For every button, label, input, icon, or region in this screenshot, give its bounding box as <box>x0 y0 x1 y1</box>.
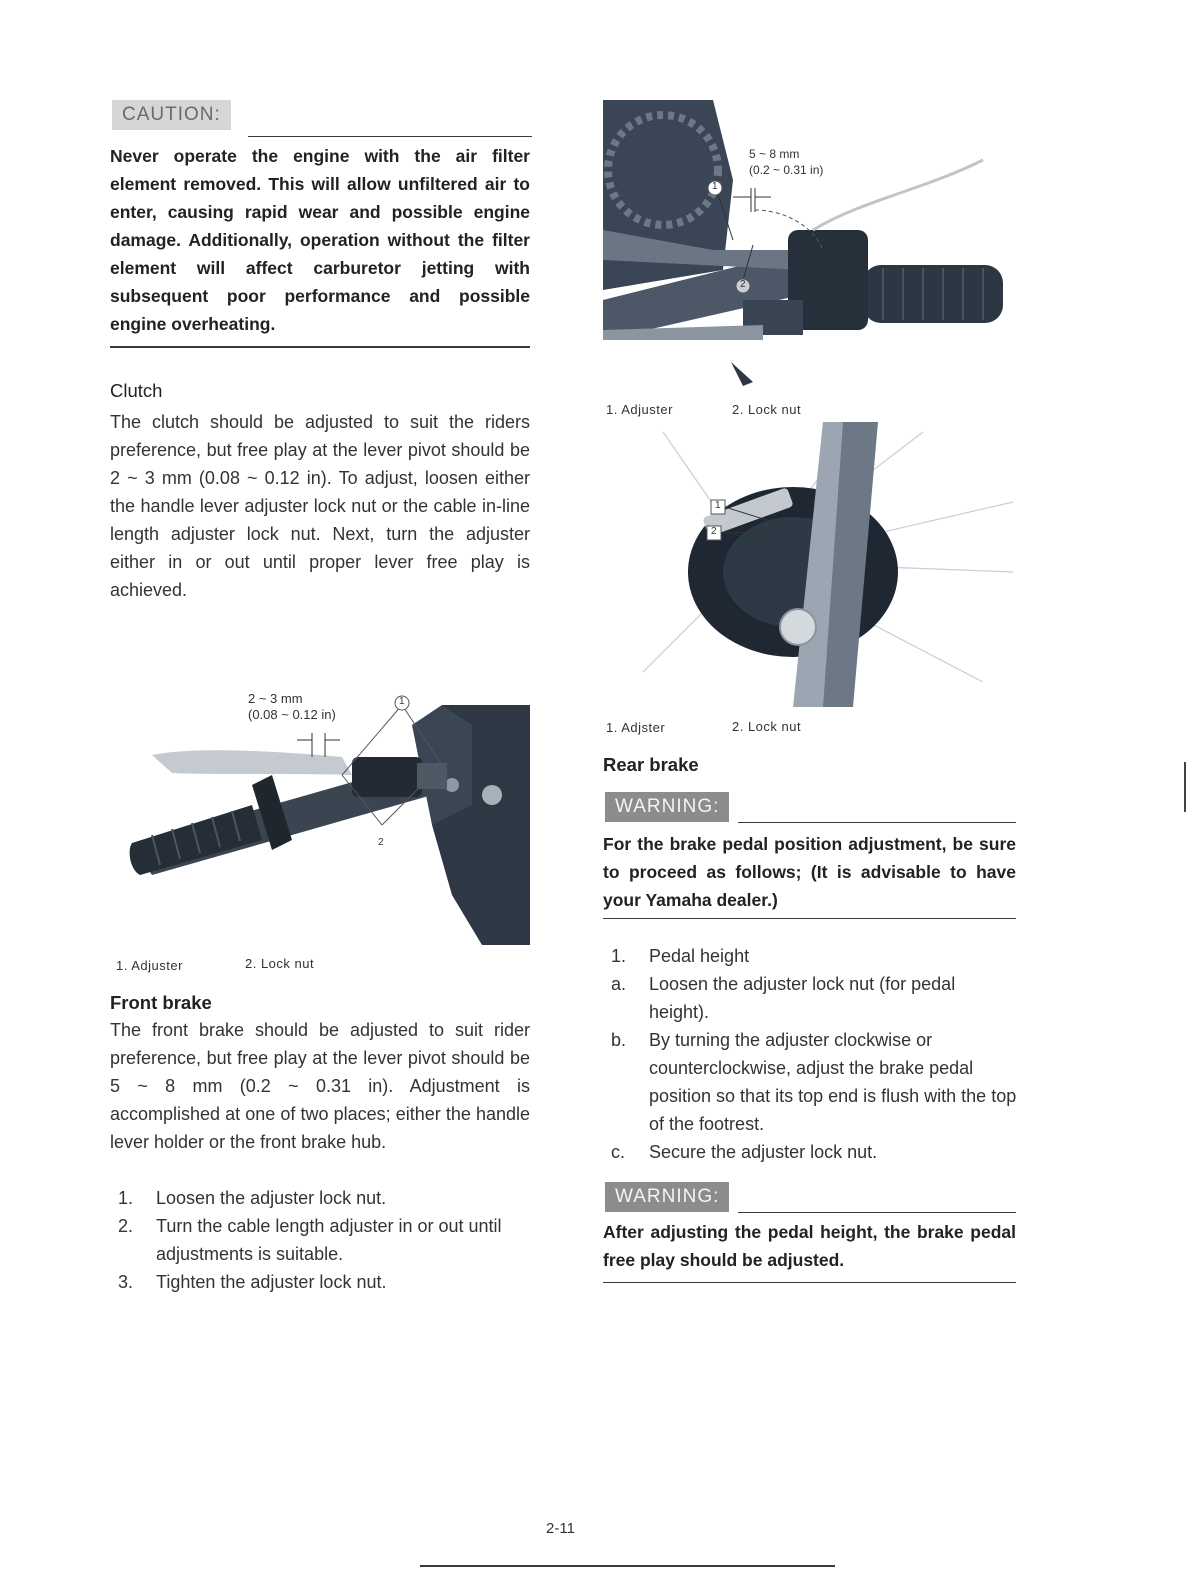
caution-text: Never operate the engine with the air filter element removed. This will allow unfiltered air to enter, causing rapid wear and possible engine damage. Additionally, operation without the filter element will affect carburetor jetting with subsequent poor performance and possible engine overheating. <box>110 146 530 334</box>
rear-brake-step: a. Loosen the adjuster lock nut (for pedal height). <box>611 974 956 1022</box>
photo1-caption-adjuster: 1. Adjuster <box>606 402 673 417</box>
clutch-lever-photo <box>112 665 530 945</box>
warning-label-2: WARNING: <box>605 1182 729 1212</box>
front-brake-dimension-in: (0.2 ~ 0.31 in) <box>749 163 824 177</box>
front-brake-dimension-label <box>749 146 823 178</box>
clutch-dimension-mm: 2 ~ 3 mm <box>248 691 303 706</box>
front-brake-callout-1: 1 <box>712 181 718 192</box>
warning2-rule-top <box>738 1212 1016 1213</box>
photo2-caption-adjuster: 1. Adjster <box>606 720 666 735</box>
caution-label: CAUTION: <box>112 100 231 130</box>
warning-label-1: WARNING: <box>605 792 729 822</box>
front-brake-lever-illustration <box>603 100 1018 390</box>
front-brake-step: 2. Turn the cable length adjuster in or out until adjustments is suitable. <box>118 1216 502 1264</box>
rear-brake-step: 1. Pedal height <box>611 946 750 966</box>
front-brake-step: 3. Tighten the adjuster lock nut. <box>118 1272 387 1292</box>
hub-callout-2: 2 <box>711 526 717 537</box>
rear-brake-step: c. Secure the adjuster lock nut. <box>611 1142 878 1162</box>
clutch-callout-1: 1 <box>399 696 405 707</box>
clutch-caption-adjuster: 1. Adjuster <box>116 958 183 973</box>
warning2-text: After adjusting the pedal height, the brake pedal free play should be adjusted. <box>603 1222 1016 1270</box>
rear-brake-step: b. By turning the adjuster clockwise or counterclockwise, adjust the brake pedal position so that its top end is flush with the top of the footrest. <box>611 1030 1017 1134</box>
hub-callout-1: 1 <box>715 500 721 511</box>
rear-brake-heading: Rear brake <box>603 754 699 775</box>
front-brake-hub-photo <box>603 422 1018 707</box>
caution-rule-top <box>248 136 532 137</box>
photo2-caption-locknut: 2. Lock nut <box>732 719 802 734</box>
front-brake-lever-photo <box>603 100 1018 390</box>
warning1-rule-top <box>738 822 1016 823</box>
warning1-text: For the brake pedal position adjustment, be sure to proceed as follows; (It is advisable to have your Yamaha dealer.) <box>603 834 1016 910</box>
front-brake-steps <box>110 1184 530 1296</box>
front-brake-text: The front brake should be adjusted to suit rider preference, but free play at the lever pivot should be 5 ~ 8 mm (0.2 ~ 0.31 in). Adjustment is accomplished at one of two places; either the handle lever holder or the front brake hub. <box>110 1020 530 1152</box>
rear-brake-steps <box>603 942 1018 1166</box>
page-edge-mark <box>1184 762 1186 812</box>
clutch-dimension-label <box>248 691 336 723</box>
warning1-rule-bottom <box>603 918 1016 919</box>
clutch-text: The clutch should be adjusted to suit the riders preference, but free play at the lever pivot should be 2 ~ 3 mm (0.08 ~ 0.12 in). To adjust, loosen either the handle lever adjuster lock nut or the cable in-line length adjuster lock nut. Next, turn the adjuster either in or out until proper lever free play is achieved. <box>110 412 530 600</box>
clutch-callout-2: 2 <box>378 837 384 848</box>
warning2-rule-bottom <box>603 1282 1016 1283</box>
photo1-caption-locknut: 2. Lock nut <box>732 402 802 417</box>
front-brake-step: 1. Loosen the adjuster lock nut. <box>118 1188 387 1208</box>
footer-rule <box>420 1565 835 1567</box>
clutch-heading: Clutch <box>110 380 163 401</box>
front-brake-hub-illustration <box>603 422 1018 707</box>
clutch-dimension-in: (0.08 ~ 0.12 in) <box>248 707 336 722</box>
front-brake-dimension-mm: 5 ~ 8 mm <box>749 147 800 161</box>
caution-rule-bottom <box>110 346 530 348</box>
front-brake-callout-2: 2 <box>740 279 746 290</box>
front-brake-heading: Front brake <box>110 992 212 1013</box>
page-number: 2-11 <box>546 1520 575 1537</box>
clutch-caption-locknut: 2. Lock nut <box>245 956 315 971</box>
